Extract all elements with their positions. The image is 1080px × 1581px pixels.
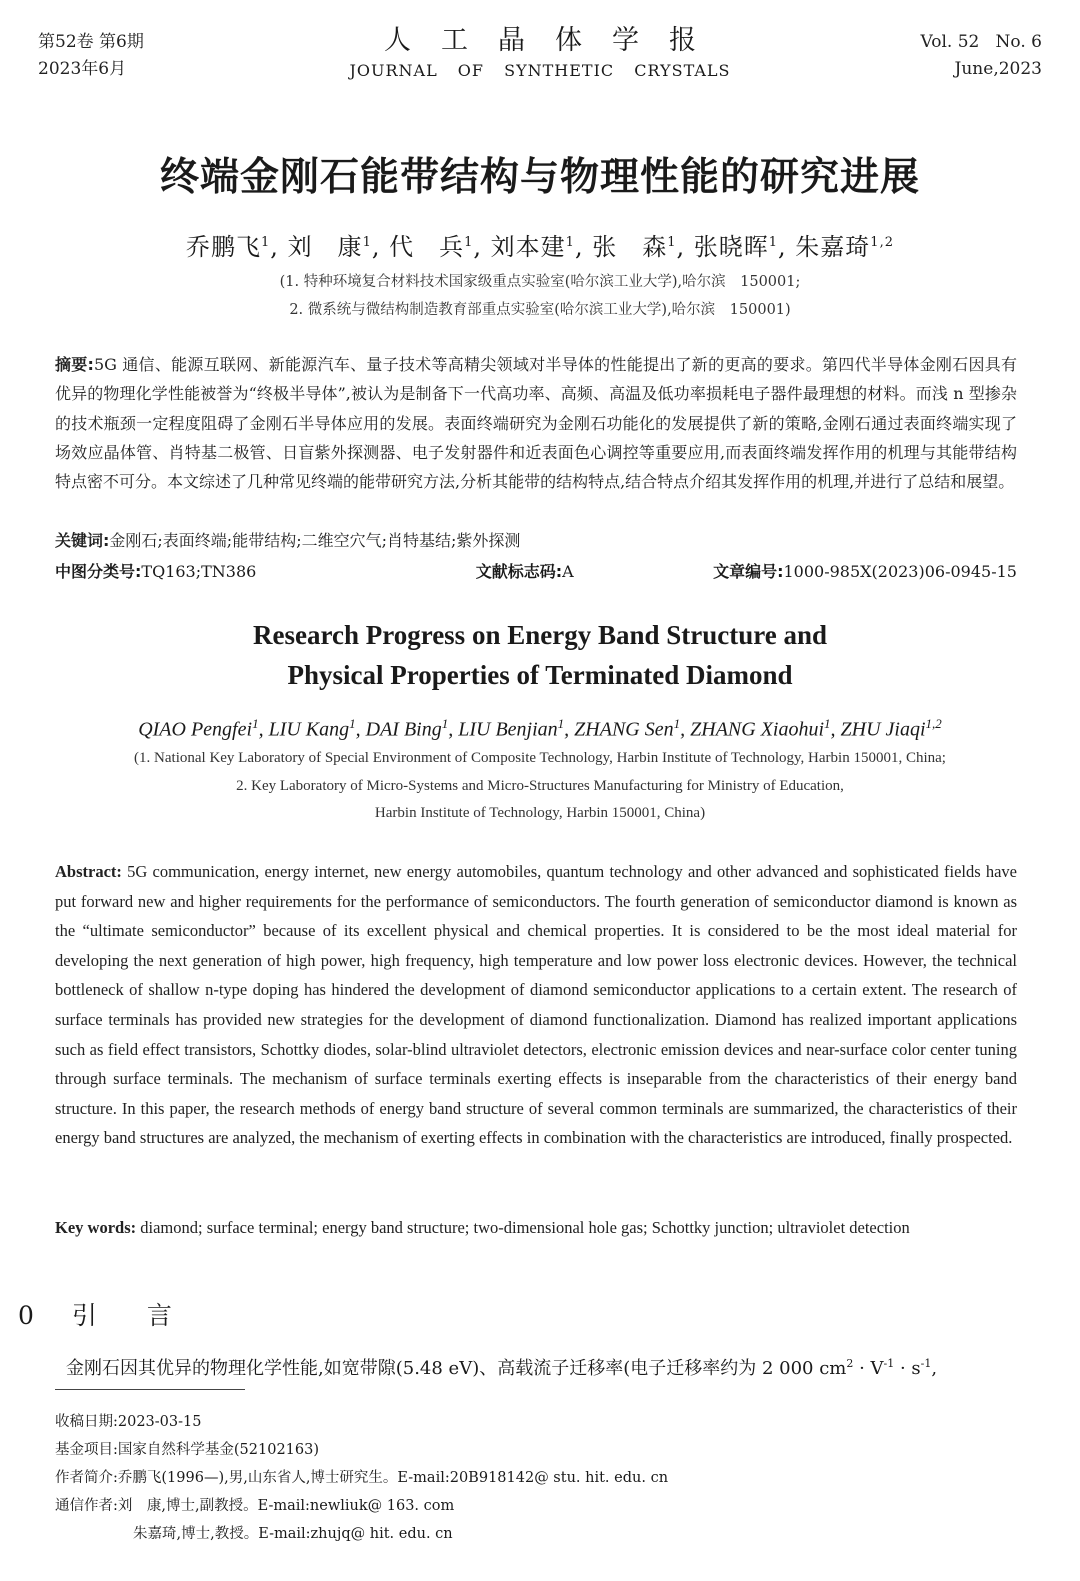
author-aff: 1: [441, 716, 449, 731]
keywords-cn-label: 关键词:: [55, 531, 110, 550]
keywords-en-text: diamond; surface terminal; energy band structure; two-dimensional hole gas; Schottky junction; ultraviolet detection: [140, 1218, 910, 1237]
paper-title-en: [0, 615, 1080, 695]
abstract-en-label: Abstract:: [55, 862, 122, 881]
author-name: DAI Bing: [365, 718, 442, 741]
body-text: · s: [894, 1358, 921, 1379]
footnote-author-bio: 作者简介:乔鹏飞(1996—),男,山东省人,博士研究生。E-mail:20B918142@ stu. hit. edu. cn: [55, 1470, 669, 1486]
footnote-divider: [55, 1389, 245, 1390]
section-number: 0: [18, 1301, 34, 1330]
author-name: 刘 康: [287, 233, 363, 261]
author-list-en: QIAO Pengfei$^1$, LIU Kang$^1$, DAI Bing$^1$, LIU Benjian$^1$, ZHANG Sen$^1$, ZHANG Xiaohui$^1$, ZHU Jiaqi$^{1,2}$: [138, 716, 942, 741]
doc-code-label: 文献标志码:: [475, 562, 563, 581]
body-text: 金刚石因其优异的物理化学性能,如宽带隙(5.48 eV)、高载流子迁移率(电子迁移率约为 2 000 cm: [66, 1358, 847, 1379]
author-name: LIU Kang: [268, 718, 350, 741]
article-no-value: 1000-985X(2023)06-0945-15: [783, 562, 1017, 581]
clc-number: [55, 559, 256, 585]
paper-title-en-line: Research Progress on Energy Band Structure and: [252, 620, 827, 650]
paper-title-cn: 终端金刚石能带结构与物理性能的研究进展: [159, 154, 920, 200]
author-aff: 1,2: [870, 235, 894, 250]
affiliation-cn: 2. 微系统与微结构制造教育部重点实验室(哈尔滨工业大学),哈尔滨 150001): [289, 302, 791, 318]
author-aff: 1: [768, 235, 779, 250]
clc-value: TQ163;TN386: [141, 562, 257, 581]
author-list-cn: 乔鹏飞$^1$, 刘 康$^1$, 代 兵$^1$, 刘本建$^1$, 张 森$^1$, 张晓晖$^1$, 朱嘉琦$^{1,2}$: [186, 233, 894, 261]
author-name: QIAO Pengfei: [138, 718, 253, 741]
author-aff: 1: [673, 716, 681, 731]
affiliation-en: (1. National Key Laboratory of Special Environment of Composite Technology, Harbin Institute of Technology, Harbin 150001, China;: [134, 750, 946, 766]
footnote-fund: 基金项目:国家自然科学基金(52102163): [55, 1442, 320, 1458]
body-paragraph: [18, 1350, 1068, 1383]
author-aff: 1: [261, 235, 271, 250]
author-name: 朱嘉琦: [795, 233, 871, 261]
affiliation-cn: (1. 特种环境复合材料技术国家级重点实验室(哈尔滨工业大学),哈尔滨 150001;: [279, 274, 801, 290]
classification-row: [55, 559, 1017, 585]
affiliation-en: 2. Key Laboratory of Micro-Systems and Micro-Structures Manufacturing for Ministry of Education,: [236, 778, 844, 794]
keywords-cn-text: 金刚石;表面终端;能带结构;二维空穴气;肖特基结;紫外探测: [109, 531, 521, 550]
author-aff: 1: [349, 716, 356, 731]
abstract-en-text: 5G communication, energy internet, new energy automobiles, quantum technology and other advanced and sophisticated fields have put forward new and higher requirements for the performance of semiconductors. The fourth generation of semiconductor diamond is known as the “ultimate semiconductor” because of its excellent physical and chemical properties. It is considered to be the most ideal material for developing the next generation of high power, high frequency, high temperature and low power loss electronic devices. However, the technical bottleneck of shallow n-type doping has hindered the development of diamond semiconductor applications to a certain extent. The research of surface terminals has provided new strategies for the development of diamond functionalization. Diamond has realized important applications such as field effect transistors, Schottky diodes, solar-blind ultraviolet detectors, electronic emission devices and near-surface color center tuning through surface terminals. The mechanism of surface terminals exerting effects is inseparable from the characteristics of their energy band structure. In this paper, the research methods of energy band structure of several common terminals are summarized, the characteristics of their energy band structures are analyzed, the mechanism of exerting effects in combination with the characteristics are introduced, finally prospected.: [55, 862, 1018, 1148]
author-name: 张晓晖: [693, 233, 769, 261]
author-aff: 1: [565, 235, 575, 250]
footnote-received: 收稿日期:2023-03-15: [55, 1414, 202, 1430]
superscript: -1: [920, 1357, 932, 1370]
abstract-cn: [55, 350, 1017, 496]
author-aff: 1: [557, 716, 565, 731]
clc-label: 中图分类号:: [55, 562, 142, 581]
volume-issue-en: Vol. 52 No. 6: [920, 32, 1042, 52]
author-name: 乔鹏飞: [186, 233, 262, 261]
footnote-corresponding: 通信作者:刘 康,博士,副教授。E-mail:newliuk@ 163. com: [55, 1498, 455, 1514]
keywords-en-label: Key words:: [55, 1218, 137, 1237]
keywords-en: [55, 1213, 1017, 1243]
footnote-corresponding: 朱嘉琦,博士,教授。E-mail:zhujq@ hit. edu. cn: [133, 1526, 453, 1542]
author-aff: 1,2: [925, 716, 942, 731]
article-no-label: 文章编号:: [713, 562, 784, 581]
author-name: 代 兵: [389, 233, 465, 261]
abstract-en: [55, 857, 1017, 1153]
author-aff: 1: [362, 235, 372, 250]
author-name: 张 森: [592, 233, 668, 261]
journal-name: [0, 24, 1080, 82]
paper-title-en-line: Physical Properties of Terminated Diamond: [287, 660, 793, 690]
date-cn: 2023年6月: [38, 59, 127, 79]
author-name: ZHU Jiaqi: [840, 718, 926, 741]
document-code: [476, 559, 574, 585]
author-aff: 1: [252, 716, 259, 731]
volume-issue-cn: 第52卷 第6期: [38, 32, 144, 52]
article-number: [713, 559, 1017, 585]
body-text: ,: [931, 1358, 938, 1379]
section-heading: [18, 1296, 222, 1332]
date-en: June,2023: [954, 59, 1042, 79]
superscript: -1: [883, 1357, 895, 1370]
author-name: ZHANG Xiaohui: [690, 718, 825, 741]
affiliation-en: Harbin Institute of Technology, Harbin 150001, China): [374, 805, 706, 821]
section-title: 引言: [71, 1301, 222, 1330]
abstract-cn-label: 摘要:: [55, 355, 94, 374]
journal-name-cn: 人工晶体学报: [384, 25, 726, 56]
author-name: 刘本建: [490, 233, 566, 261]
author-aff: 1: [464, 235, 474, 250]
body-text: · V: [853, 1358, 884, 1379]
author-name: ZHANG Sen: [574, 718, 674, 741]
author-name: LIU Benjian: [458, 718, 558, 741]
header-right: [921, 29, 1042, 83]
journal-name-en: JOURNAL OF SYNTHETIC CRYSTALS: [349, 61, 731, 80]
superscript: 2: [846, 1357, 854, 1370]
keywords-cn: [55, 528, 1017, 554]
abstract-cn-text: 5G 通信、能源互联网、新能源汽车、量子技术等高精尖领域对半导体的性能提出了新的更高的要求。第四代半导体金刚石因具有优异的物理化学性能被誉为“终极半导体”,被认为是制备下一代高功率、高频、高温及低功率损耗电子器件最理想的材料。而浅 n 型掺杂的技术瓶颈一定程度阻碍了金刚石半导体应用的发展。表面终端研究为金刚石功能化的发展提供了新的策略,金刚石通过表面终端实现了场效应晶体管、肖特基二极管、日盲紫外探测器、电子发射器件和近表面色心调控等重要应用,而表面终端发挥作用的机理与其能带结构特点密不可分。本文综述了几种常见终端的能带研究方法,分析其能带的结构特点,结合特点介绍其发挥作用的机理,并进行了总结和展望。: [55, 355, 1017, 492]
doc-code-value: A: [562, 562, 574, 581]
author-aff: 1: [824, 716, 831, 731]
author-aff: 1: [667, 235, 677, 250]
